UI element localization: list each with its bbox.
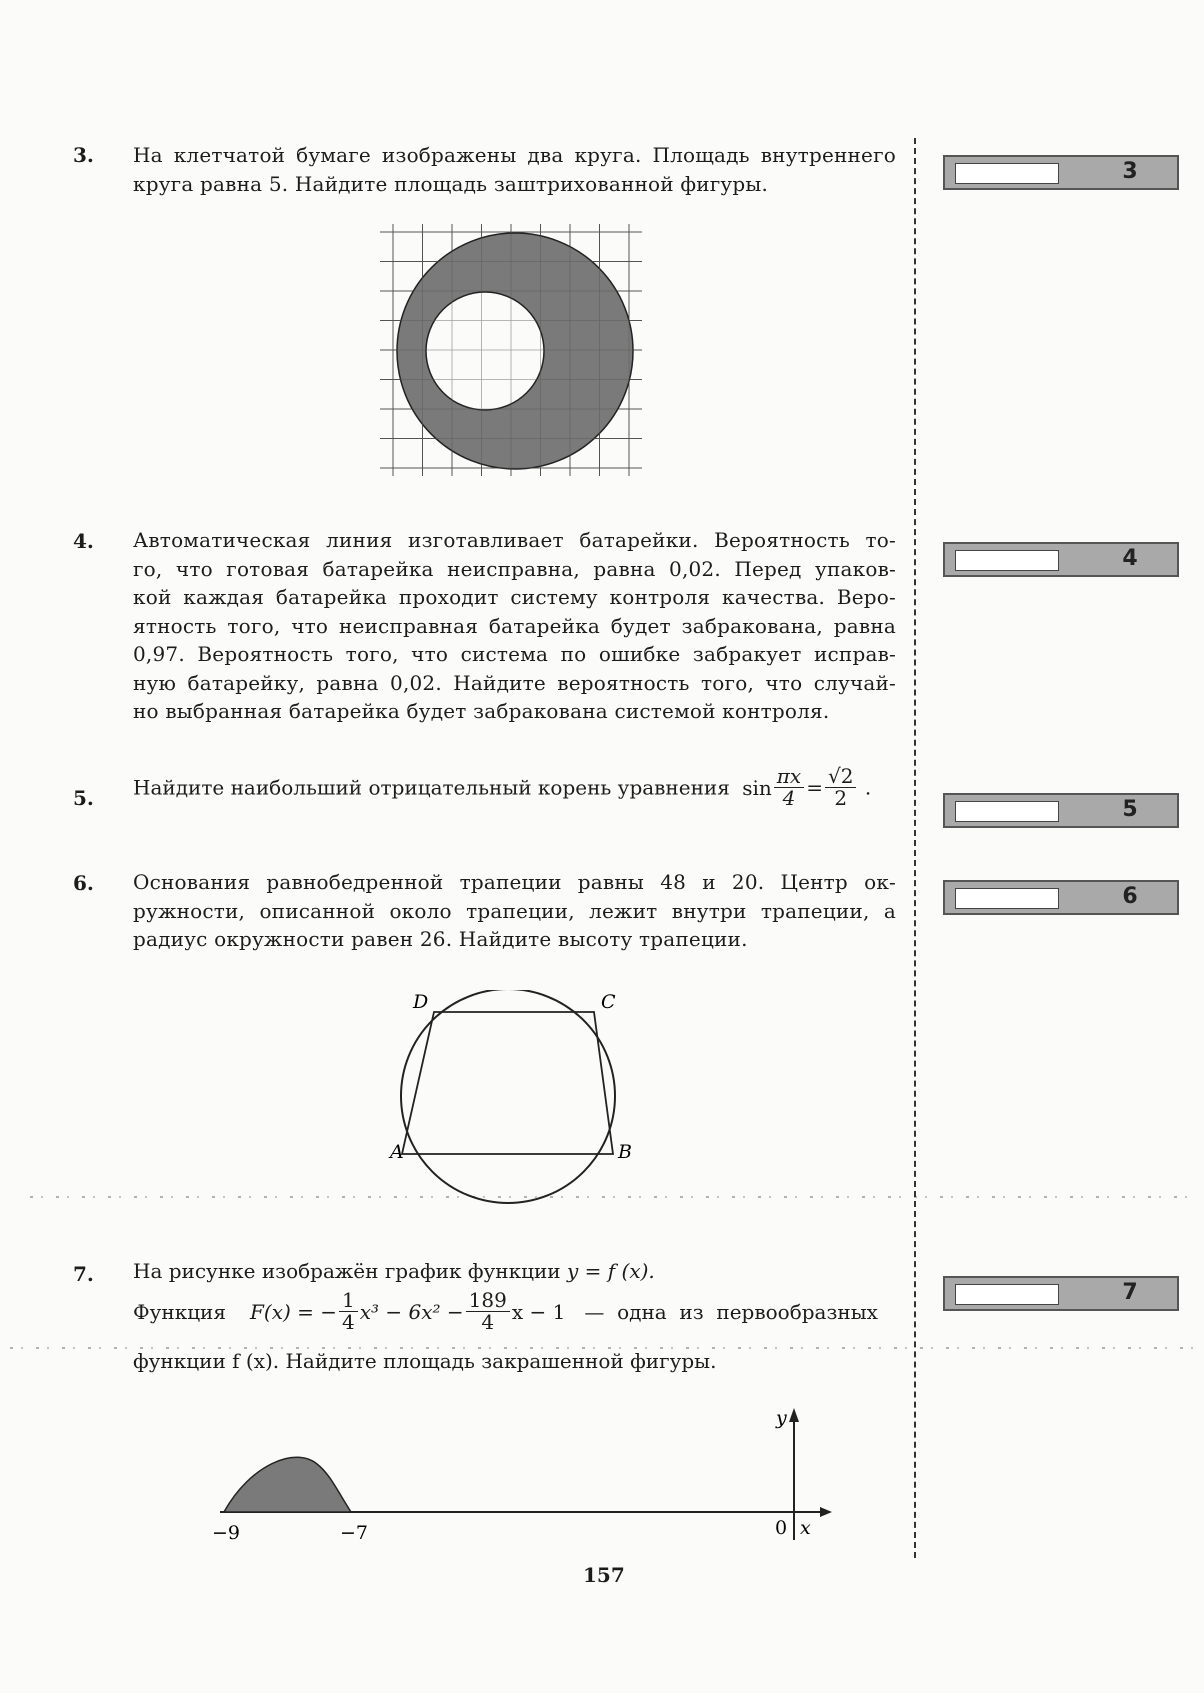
fraction-1-over-4: $\frac{1}{4}$ [339,1290,358,1333]
problem-7-graph [200,1400,840,1545]
problem-3-number: 3. [73,143,94,167]
answer-input-5[interactable] [955,801,1059,822]
answer-label-5: 5 [1122,797,1138,822]
page-number: 157 [583,1563,625,1587]
problem-3-line: На клетчатой бумаге изображены два круга. Площадь внутреннего [133,143,896,167]
problem-6-line: радиус окружности равен 26. Найдите высоту трапеции. [133,927,748,951]
problem-7-number: 7. [73,1262,94,1286]
problem-3-figure-circles [380,224,650,484]
problem-7-line2 [133,1290,896,1333]
antiderivative-F: F(x) = − [250,1299,338,1324]
problem-3-line: круга равна 5. Найдите площадь заштрихованной фигуры. [133,171,769,196]
tick-label-minus-7: −7 [340,1522,369,1544]
answer-label-7: 7 [1122,1280,1138,1305]
trapezoid-abcd [402,1012,613,1154]
problem-7-line3: функции f (x). Найдите площадь закрашенной фигуры. [133,1349,717,1373]
fraction-pi-x-over-4: $\frac{\pi x}{4}$ [774,766,804,809]
vertex-label-c: C [601,991,616,1013]
equals-sign: = [806,775,823,800]
answer-input-4[interactable] [955,550,1059,571]
problem-7-line1-text: На рисунке изображён график функции [133,1259,561,1283]
problem-4-line: го, что готовая батарейка неисправна, равна 0,02. Перед упаков- [133,556,896,581]
problem-3-text [133,141,896,198]
period: . [864,775,872,800]
axis-y-label: y [776,1407,787,1429]
answer-label-6: 6 [1122,884,1138,909]
problem-5-statement: Найдите наибольший отрицательный корень уравнения [133,775,730,800]
answer-label-3: 3 [1122,159,1138,184]
sin-function: sin [742,775,772,800]
fraction-189-over-4: $\frac{189}{4}$ [466,1290,510,1333]
problem-6-figure-trapezoid [385,990,635,1215]
problem-6-line: ружности, описанной около трапеции, лежит внутри трапеции, а [133,898,896,923]
shaded-region [224,1457,351,1512]
vertex-label-b: B [618,1141,632,1163]
problem-4-line: Автоматическая линия изготавливает батарейки. Вероятность то- [133,528,896,552]
answer-input-6[interactable] [955,888,1059,909]
answer-input-3[interactable] [955,163,1059,184]
problem-7-line1 [133,1259,655,1283]
vertex-label-d: D [413,991,429,1013]
antiderivative-end: x − 1 — одна из первообразных [511,1299,878,1324]
problem-4-line: ную батарейку, равна 0,02. Найдите вероятность того, что случай- [133,670,896,695]
problem-4-line: но выбранная батарейка будет забракована системой контроля. [133,699,830,723]
problem-4-number: 4. [73,529,94,553]
problem-5-text [133,766,871,809]
answer-input-7[interactable] [955,1284,1059,1305]
answer-field-5[interactable] [943,793,1179,828]
inner-circle [426,292,544,410]
problem-4-line: кой каждая батарейка проходит систему контроля качества. Веро- [133,585,896,609]
x-axis-arrow [820,1507,832,1517]
margin-separator [914,138,916,1558]
problem-6-number: 6. [73,871,94,895]
problem-7-line2-label: Функция [133,1299,227,1324]
vertex-label-a: A [390,1141,404,1163]
tick-label-0: 0 [775,1517,788,1539]
problem-4-line: 0,97. Вероятность того, что система по ошибке забракует исправ- [133,642,896,666]
fraction-sqrt2-over-2: $\frac{√2}{2}$ [825,766,856,809]
problem-5-number: 5. [73,786,94,810]
tick-label-minus-9: −9 [212,1522,241,1544]
y-axis-arrow [789,1408,799,1422]
axis-x-label: x [800,1517,811,1539]
answer-label-4: 4 [1122,546,1138,571]
problem-4-text [133,526,896,726]
problem-6-line: Основания равнобедренной трапеции равны 48 и 20. Центр ок- [133,870,896,894]
problem-6-text [133,868,896,954]
problem-4-line: ятность того, что неисправная батарейка будет забракована, равна [133,613,896,638]
function-y-fx: y = f (x). [567,1259,655,1283]
answer-field-6[interactable] [943,880,1179,915]
antiderivative-middle: x³ − 6x² − [359,1299,464,1324]
answer-field-4[interactable] [943,542,1179,577]
answer-field-3[interactable] [943,155,1179,190]
circumscribed-circle [401,990,615,1203]
answer-field-7[interactable] [943,1276,1179,1311]
